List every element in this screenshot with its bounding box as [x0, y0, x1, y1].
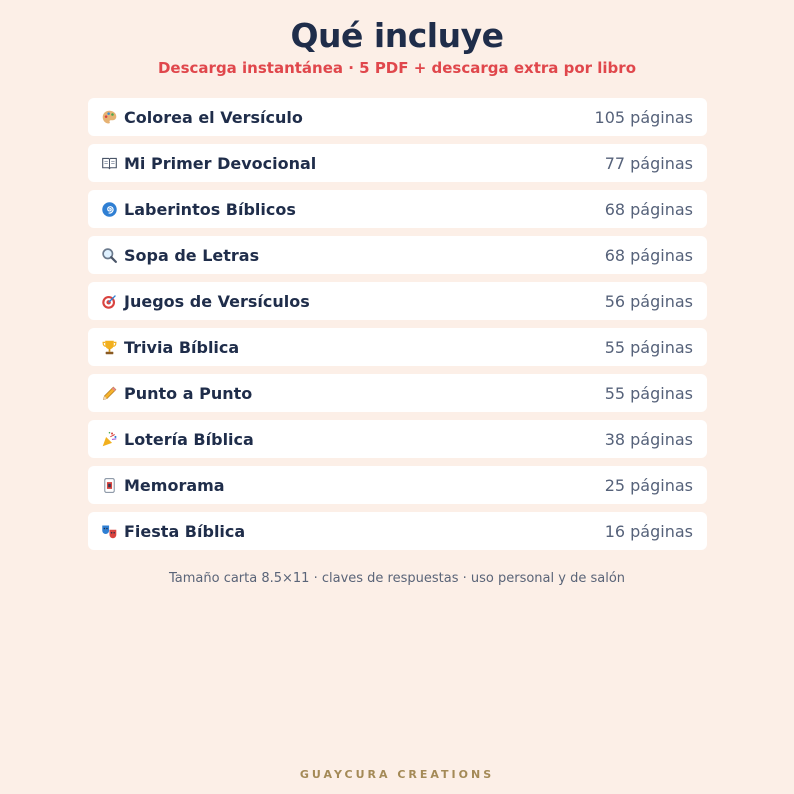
- list-item: [88, 236, 707, 274]
- item-name: Memorama: [124, 475, 225, 495]
- playing-card-icon: [101, 477, 118, 494]
- brand-signature: GUAYCURA CREATIONS: [299, 768, 495, 781]
- item-pages: 55 páginas: [604, 337, 693, 357]
- palette-icon: [101, 109, 118, 126]
- list-item: [88, 374, 707, 412]
- party-popper-icon: [101, 431, 118, 448]
- item-name: Mi Primer Devocional: [124, 153, 317, 173]
- book-icon: [101, 155, 118, 172]
- item-pages: 55 páginas: [604, 383, 693, 403]
- masks-icon: [101, 523, 118, 540]
- list-item: [88, 328, 707, 366]
- list-item: [88, 282, 707, 320]
- list-item: [88, 420, 707, 458]
- page-subtitle: Descarga instantánea · 5 PDF + descarga extra por libro: [157, 59, 636, 77]
- item-name: Laberintos Bíblicos: [124, 199, 296, 219]
- pencil-icon: [101, 385, 118, 402]
- list-item: [88, 190, 707, 228]
- item-pages: 68 páginas: [604, 199, 693, 219]
- item-pages: 105 páginas: [594, 107, 693, 127]
- item-name: Fiesta Bíblica: [124, 521, 246, 541]
- spiral-icon: [101, 201, 118, 218]
- item-name: Lotería Bíblica: [124, 429, 254, 449]
- footnote: Tamaño carta 8.5×11 · claves de respuestas · uso personal y de salón: [168, 571, 626, 586]
- item-name: Trivia Bíblica: [124, 337, 240, 357]
- contents-list: [88, 98, 707, 558]
- item-pages: 56 páginas: [604, 291, 693, 311]
- item-name: Colorea el Versículo: [124, 107, 303, 127]
- list-item: [88, 512, 707, 550]
- trophy-icon: [101, 339, 118, 356]
- list-item: [88, 144, 707, 182]
- item-name: Punto a Punto: [124, 383, 253, 403]
- item-pages: 68 páginas: [604, 245, 693, 265]
- item-name: Sopa de Letras: [124, 245, 260, 265]
- magnifier-icon: [101, 247, 118, 264]
- item-pages: 38 páginas: [604, 429, 693, 449]
- page-title: Qué incluye: [290, 16, 504, 55]
- item-pages: 16 páginas: [604, 521, 693, 541]
- list-item: [88, 98, 707, 136]
- dart-target-icon: [101, 293, 118, 310]
- item-pages: 25 páginas: [604, 475, 693, 495]
- list-item: [88, 466, 707, 504]
- item-name: Juegos de Versículos: [124, 291, 310, 311]
- item-pages: 77 páginas: [604, 153, 693, 173]
